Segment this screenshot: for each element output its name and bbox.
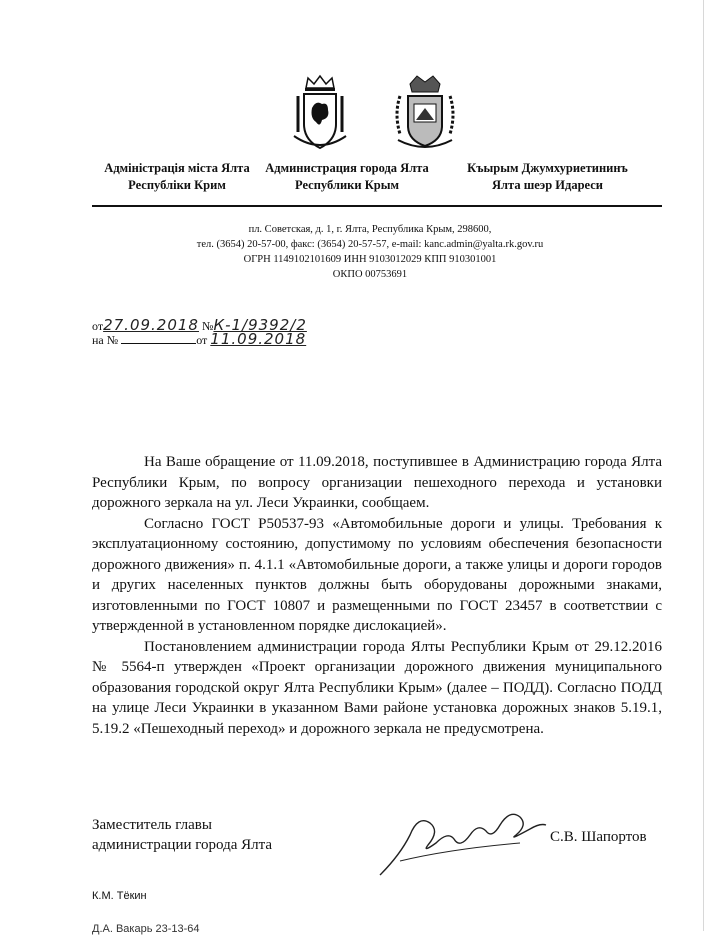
header-divider [92, 205, 662, 207]
org-name-russian [262, 160, 432, 194]
ref-number-label: № [201, 319, 214, 333]
signatory-title-line-2: администрации города Ялта [92, 837, 273, 853]
scan-edge-line [703, 0, 704, 931]
body-paragraph-1: На Ваше обращение от 11.09.2018, поступившее в Администрацию города Ялта Республики Крым, по вопросу организации пешеходного перехода и установки дорожного зеркала на ул. Леси Украинки, сообщаем. [92, 454, 662, 511]
org-russian-line-1: Администрация города Ялта [265, 161, 429, 175]
letter-body [92, 452, 662, 739]
org-name-ukrainian [92, 160, 262, 194]
reply-from-label: от [196, 333, 208, 347]
org-ukrainian-line-1: Адміністрація міста Ялта [104, 161, 250, 175]
org-ukrainian-line-2: Республіки Крим [128, 178, 226, 192]
org-crimean-tatar-line-2: Ялта шеэр Идареси [492, 178, 603, 192]
contact-registration-codes: ОГРН 1149102101609 ИНН 9103012029 КПП 910301001 [243, 254, 497, 265]
contact-phones-email: тел. (3654) 20-57-00, факс: (3654) 20-57-57, e-mail: kanc.admin@yalta.rk.gov.ru [196, 239, 544, 250]
ref-from-label: от [92, 319, 104, 333]
executor-name: К.М. Тёкин [92, 890, 147, 902]
reply-number-label: на № [92, 333, 119, 347]
handwritten-signature [370, 795, 550, 885]
body-paragraph-2: Согласно ГОСТ Р50537-93 «Автомобильные дороги и улицы. Требования к эксплуатационному состоянию, допустимому по условиям обеспечения безопасности дорожного движения» п. 4.1.1 «Автомобильные дороги, а также улицы и дороги городов и других населенных пунктов должны быть оборудованы дорожными знаками, изготовленными по ГОСТ 10807 и размещенными по ГОСТ 23457 в соответствии с утвержденной в установленном порядке дислокацией». [92, 515, 662, 634]
signatory-title [92, 815, 272, 855]
ref-date-handwritten: 27.09.2018 [103, 316, 199, 334]
signatory-title-line-1: Заместитель главы [92, 817, 212, 833]
org-crimean-tatar-line-1: Къырым Джумхуриетининъ [467, 161, 628, 175]
ref-number-handwritten: К-1/9392/2 [213, 316, 307, 334]
incoming-reference [92, 330, 306, 348]
contact-details [150, 222, 590, 282]
org-name-crimean-tatar [455, 160, 640, 194]
executor-contact: Д.А. Вакарь 23-13-64 [92, 923, 200, 935]
org-russian-line-2: Республики Крым [295, 178, 399, 192]
reply-number-blank [121, 332, 196, 344]
contact-address: пл. Советская, д. 1, г. Ялта, Республика Крым, 298600, [248, 224, 492, 235]
body-paragraph-3: Постановлением администрации города Ялты Республики Крым от 29.12.2016 № 5564-п утвержден «Проект организации дорожного движения муниципального образования городской округ Ялта Республики Крым» (далее – ПОДД). Согласно ПОДД на улице Леси Украинки в указанном Вами районе установка дорожных знаков 5.19.1, 5.19.2 «Пешеходный переход» и дорожного зеркала не предусмотрена. [92, 638, 662, 737]
signatory-name: С.В. Шапортов [550, 829, 647, 845]
yalta-coat-of-arms-emblem [390, 74, 460, 154]
crimea-coat-of-arms-emblem [290, 74, 350, 154]
reply-date-handwritten: 11.09.2018 [210, 330, 307, 348]
contact-okpo: ОКПО 00753691 [332, 269, 408, 280]
